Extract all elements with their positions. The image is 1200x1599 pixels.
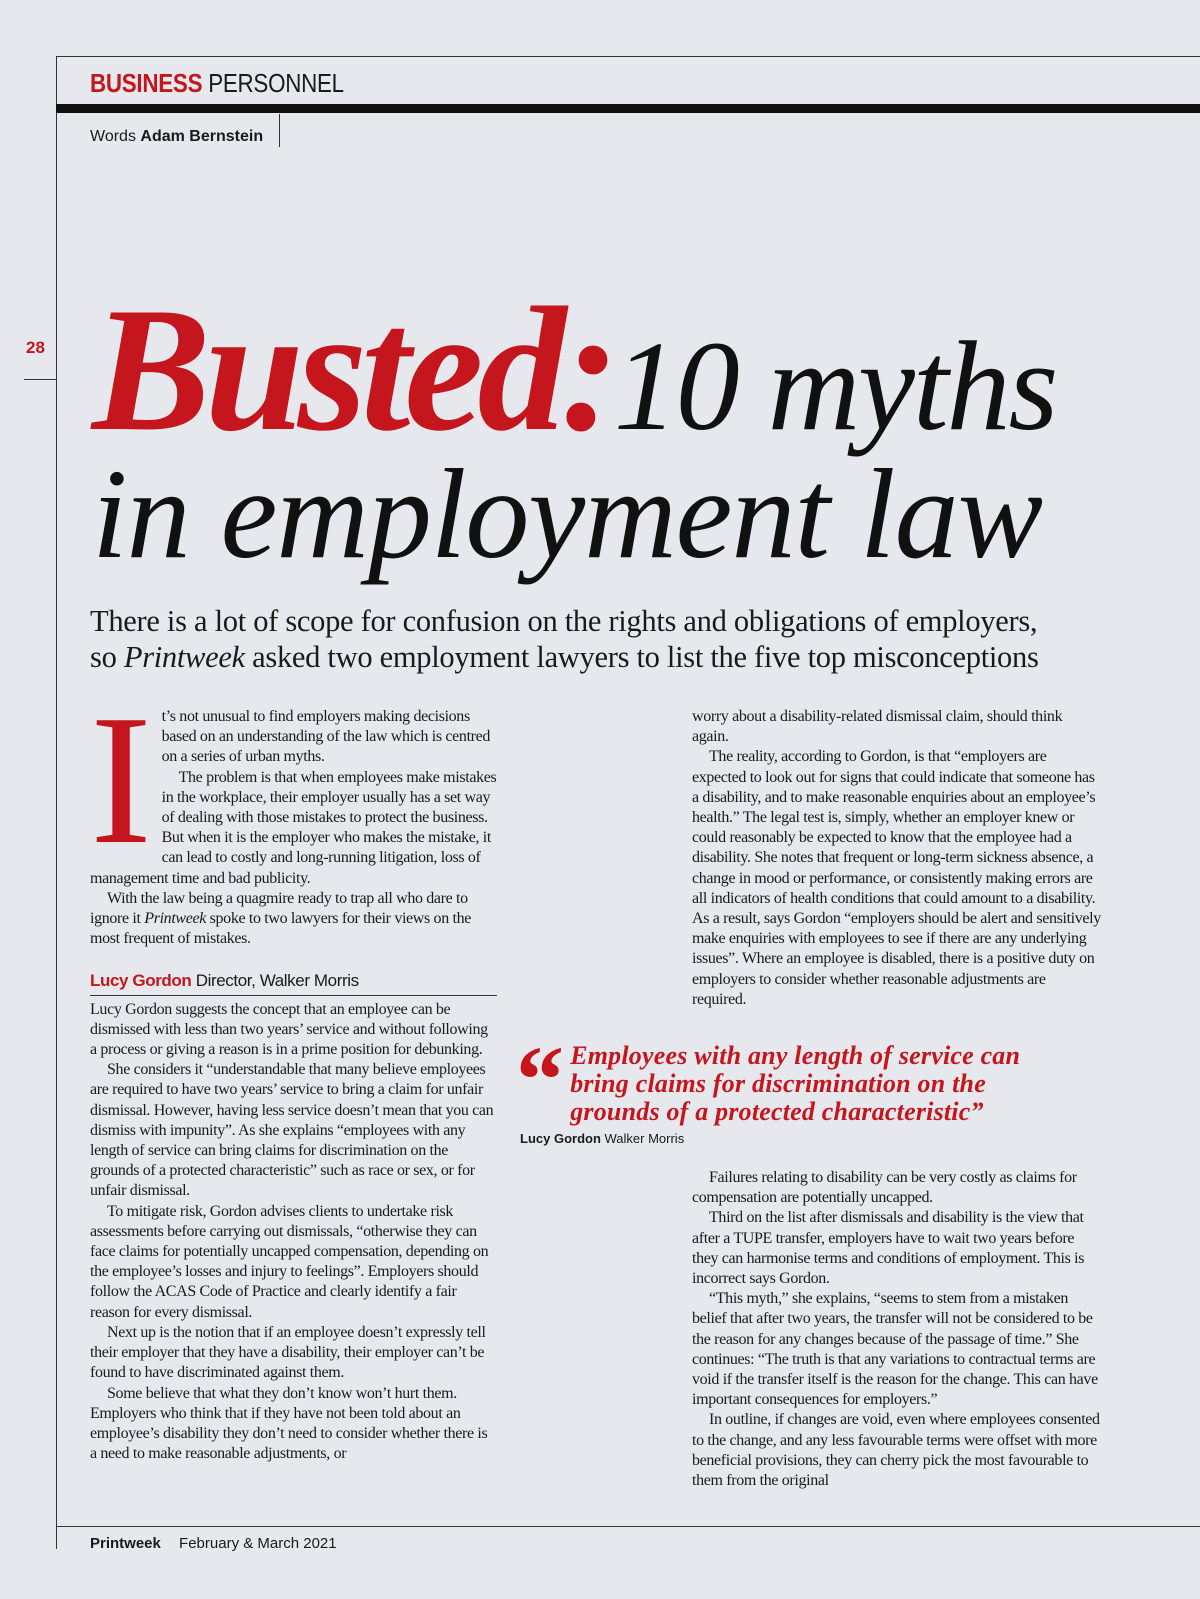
- footer: [90, 1535, 337, 1552]
- intro-p3-end: spoke to two lawyers for their views on the most frequent of mistakes.: [90, 910, 471, 948]
- intro-paragraph-2: The problem is that when employees make mistakes in the workplace, their employer usually has a set way of dealing with those mistakes to protect the business. But when it is the employer who makes the mistake, it can lead to costly and long-running litigation, loss of management time and bad publicity.: [90, 768, 497, 887]
- left-border: [56, 56, 57, 1549]
- lawyer-role: Director, Walker Morris: [195, 971, 359, 991]
- column-left: [90, 677, 497, 1464]
- body-paragraph: “This myth,” she explains, “seems to stem from a mistaken belief that after two years, the transfer will not be considered to be the reason for any changes because of the passage of time.” She continues: “The truth is that any variations to contractual terms are void if the transfer itself is the reason for the change. This can have important consequences for employers.”: [692, 1290, 1098, 1409]
- section-kicker: BUSINESS: [90, 68, 203, 98]
- intro-p3-start: With the law being a quagmire ready to trap all who dare to ignore it: [90, 889, 468, 928]
- page-number-rule: [24, 379, 57, 380]
- top-border: [56, 56, 1200, 57]
- pull-quote-org: Walker Morris: [604, 1131, 685, 1146]
- pull-quote-name: Lucy Gordon: [520, 1131, 601, 1146]
- standfirst-rest: asked two employment lawyers to list the five top misconceptions: [252, 640, 1039, 674]
- byline: [90, 128, 263, 146]
- body-paragraph: The reality, according to Gordon, is that “employers are expected to look out for signs that could indicate that someone has a disability, and to make reasonable enquiries about an employee’s health.” The legal test is, simply, whether an employer knew or could reasonably be expected to know that the employee had a disability. She notes that frequent or long-term sickness absence, a change in mood or performance, or consistently making errors are all indicators of health conditions that could amount to a disability. As a result, says Gordon “employers should be alert and sensitively make enquiries with employees to see if there are any underlying issues”. Where an employee is disabled, there is a positive duty on employers to consider whether reasonable adjustments are required.: [692, 748, 1101, 1008]
- headline-red: Busted:: [92, 270, 614, 468]
- headline-line-2: in employment law: [92, 443, 1042, 585]
- intro-paragraph-3: [90, 889, 497, 950]
- drop-cap: I: [90, 677, 152, 883]
- pull-quote-text: Employees with any length of service can bring claims for discrimination on the grounds of a protected characteristic”: [570, 1041, 1021, 1126]
- section-label: [90, 68, 344, 99]
- header-rule: [56, 104, 1200, 113]
- body-paragraph: Some believe that what they don’t know won’t hurt them. Employers who think that if they have not been told about an employee’s disability they don’t need to consider whether there is a need to make reasonable adjustments, or: [90, 1384, 488, 1463]
- intro-p3-publication: Printweek: [144, 910, 206, 928]
- standfirst-line-1: There is a lot of scope for confusion on the rights and obligations of employers,: [90, 604, 1038, 638]
- headline: [92, 270, 1192, 585]
- standfirst-so: so: [90, 640, 117, 674]
- footer-rule: [56, 1526, 1200, 1527]
- intro-paragraph-1: t’s not unusual to find employers making decisions based on an understanding of the law which is centred on a series of urban myths.: [161, 708, 491, 766]
- pull-quote-attribution: [520, 1131, 684, 1146]
- column-right-top: [692, 707, 1101, 1010]
- body-paragraph: She considers it “understandable that many believe employees are required to have two years’ service to bring a claim for unfair dismissal. However, having less service doesn’t mean that you can dismiss with impunity”. As she explains “employees with any length of service can bring claims for discrimination on the grounds of a protected characteristic” such as race or sex, or for unfair dismissal.: [90, 1061, 494, 1200]
- byline-author: Adam Bernstein: [140, 128, 264, 145]
- body-paragraph: To mitigate risk, Gordon advises clients to undertake risk assessments before carrying out dismissals, “otherwise they can face claims for potentially uncapped compensation, depending on the employee’s losses and injury to feelings”. Employers should follow the ACAS Code of Practice and clearly identify a fair reason for every dismissal.: [90, 1202, 489, 1321]
- lawyer-heading: [90, 971, 497, 995]
- body-paragraph: worry about a disability-related dismissal claim, should think again.: [692, 708, 1063, 746]
- headline-line-1: [92, 270, 1192, 468]
- column-right-bottom: [692, 1168, 1101, 1491]
- body-paragraph: In outline, if changes are void, even where employees consented to the change, and any less favourable terms were offset with more beneficial provisions, they can cherry pick the most favourable to them from the original: [692, 1411, 1100, 1490]
- page-number: 28: [26, 338, 45, 357]
- byline-prefix: Words: [90, 128, 136, 145]
- footer-date: February & March 2021: [179, 1535, 337, 1552]
- body-paragraph: Failures relating to disability can be very costly as claims for compensation are potentially uncapped.: [692, 1169, 1077, 1207]
- headline-line1-rest: 10 myths: [613, 315, 1057, 457]
- byline-divider: [279, 114, 280, 147]
- pull-quote: [516, 1026, 1080, 1133]
- body-paragraph: Lucy Gordon suggests the concept that an employee can be dismissed with less than two years’ service and without following a process or giving a reason is in a prime position for debunking.: [90, 1000, 488, 1059]
- standfirst: [90, 603, 1190, 675]
- footer-publication: Printweek: [90, 1535, 161, 1552]
- standfirst-publication: Printweek: [123, 640, 245, 674]
- body-paragraph: Third on the list after dismissals and disability is the view that after a TUPE transfer, employers have to wait two years before they can harmonise terms and conditions of employment. This is incorrect says Gordon.: [692, 1209, 1085, 1288]
- section-title: PERSONNEL: [208, 68, 344, 98]
- lawyer-name: Lucy Gordon: [90, 971, 192, 991]
- quote-mark-icon: “: [516, 1026, 565, 1133]
- standfirst-line-2: [90, 639, 1190, 675]
- body-paragraph: Next up is the notion that if an employee doesn’t expressly tell their employer that they have a disability, their employer can’t be found to have discriminated against them.: [90, 1323, 486, 1382]
